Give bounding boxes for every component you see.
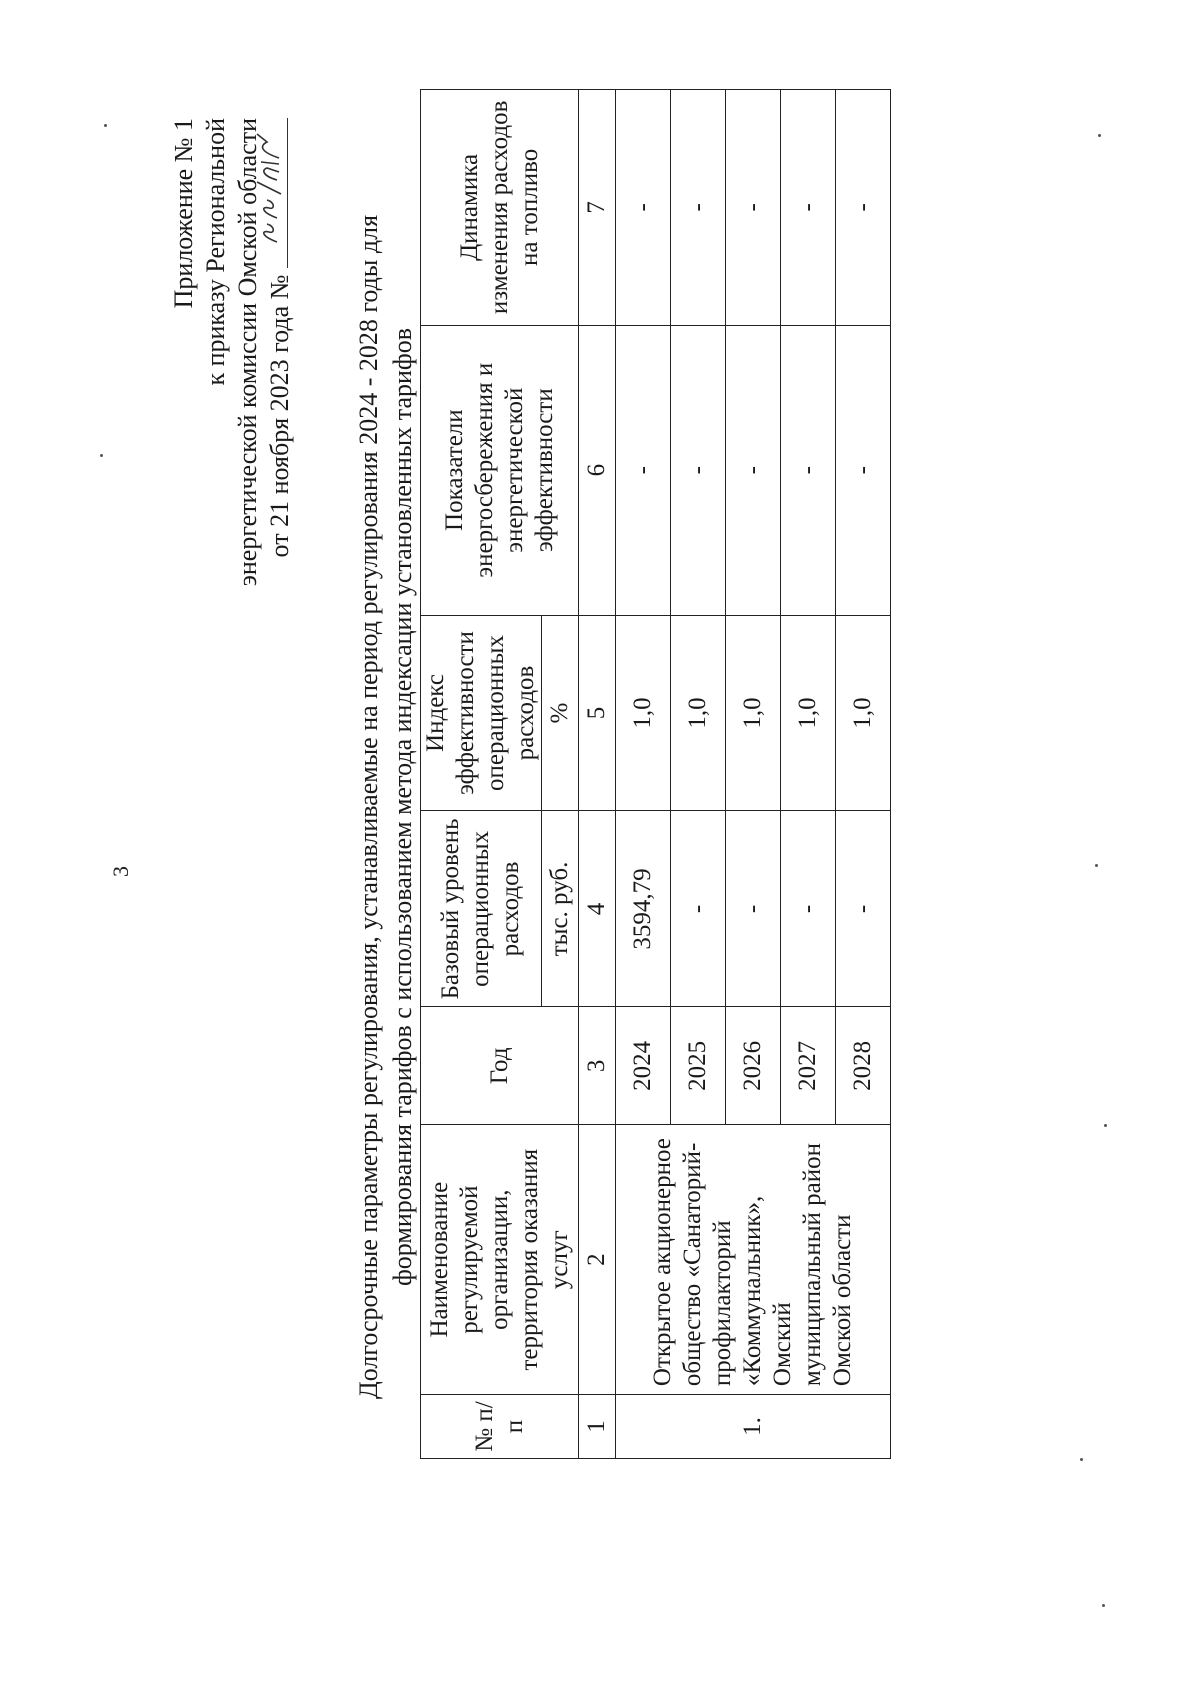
- cell-energy-saving: -: [616, 325, 671, 615]
- scan-speck: [100, 454, 103, 457]
- cell-efficiency-index: 1,0: [781, 615, 836, 811]
- page-number: 3: [108, 866, 133, 877]
- cell-fuel-dynamics: -: [616, 90, 671, 326]
- cell-base-level: -: [836, 811, 891, 1007]
- scan-speck: [1104, 1124, 1107, 1127]
- cell-year: 2024: [616, 1007, 671, 1125]
- cell-fuel-dynamics: -: [671, 90, 726, 326]
- cell-base-level: -: [781, 811, 836, 1007]
- header-row: [421, 90, 542, 1459]
- cell-year: 2026: [726, 1007, 781, 1125]
- cell-efficiency-index: 1,0: [671, 615, 726, 811]
- column-number: 1: [579, 1395, 616, 1459]
- appendix-line-4: [264, 118, 296, 586]
- column-number: 2: [579, 1125, 616, 1395]
- header-year: Год: [421, 1007, 579, 1125]
- title-line-1: Долгосрочные параметры регулирования, устанавливаемые на период регулирования 2024 - 2028 годы для: [354, 214, 383, 1400]
- cell-efficiency-index: 1,0: [836, 615, 891, 811]
- column-number: 7: [579, 90, 616, 326]
- handwritten-number-icon: [253, 126, 285, 246]
- column-number: 6: [579, 325, 616, 615]
- order-number-handwritten: [265, 118, 288, 268]
- scan-speck: [1102, 1604, 1105, 1607]
- cell-energy-saving: -: [781, 325, 836, 615]
- parameters-table: [420, 89, 891, 1459]
- cell-year: 2027: [781, 1007, 836, 1125]
- scan-speck: [1098, 134, 1101, 137]
- header-organization: Наименование регулируемой организации, территория оказания услуг: [421, 1125, 579, 1395]
- header-energy-saving: Показатели энергосбережения и энергетической эффективности: [421, 325, 579, 615]
- title-line-2: формирования тарифов с использованием метода индексации установленных тарифов: [388, 327, 417, 1287]
- organization-name: Открытое акционерное общество «Санаторий-профилакторий «Коммунальник», Омский муниципальный район Омской области: [616, 1125, 891, 1395]
- cell-base-level: -: [671, 811, 726, 1007]
- cell-year: 2028: [836, 1007, 891, 1125]
- row-number: 1.: [616, 1395, 891, 1459]
- cell-efficiency-index: 1,0: [616, 615, 671, 811]
- cell-year: 2025: [671, 1007, 726, 1125]
- header-base-level: Базовый уровень операционных расходов: [421, 811, 542, 1007]
- scan-speck: [1080, 1458, 1083, 1461]
- cell-base-level: 3594,79: [616, 811, 671, 1007]
- header-efficiency-index: Индекс эффективности операционных расходов: [421, 615, 542, 811]
- cell-fuel-dynamics: -: [726, 90, 781, 326]
- cell-efficiency-index: 1,0: [726, 615, 781, 811]
- unit-efficiency-index: %: [542, 615, 579, 811]
- header-num: № п/п: [421, 1395, 579, 1459]
- cell-energy-saving: -: [671, 325, 726, 615]
- scan-speck: [1095, 864, 1098, 867]
- appendix-line-3: энергетической комиссии Омской области: [233, 118, 262, 587]
- column-number: 3: [579, 1007, 616, 1125]
- header-fuel-dynamics: Динамика изменения расходов на топливо: [421, 90, 579, 326]
- cell-fuel-dynamics: -: [781, 90, 836, 326]
- document-title: [352, 177, 420, 1437]
- appendix-line-1: Приложение № 1: [169, 118, 198, 309]
- cell-base-level: -: [726, 811, 781, 1007]
- cell-fuel-dynamics: -: [836, 90, 891, 326]
- cell-energy-saving: -: [836, 325, 891, 615]
- column-number-row: [579, 90, 616, 1459]
- appendix-line-2: к приказу Региональной: [201, 118, 230, 386]
- cell-energy-saving: -: [726, 325, 781, 615]
- column-number: 5: [579, 615, 616, 811]
- appendix-header: [168, 118, 296, 586]
- unit-base-level: тыс. руб.: [542, 811, 579, 1007]
- table-row: [616, 90, 671, 1459]
- column-number: 4: [579, 811, 616, 1007]
- order-date: от 21 ноября 2023 года №: [265, 274, 294, 558]
- scan-speck: [104, 124, 107, 127]
